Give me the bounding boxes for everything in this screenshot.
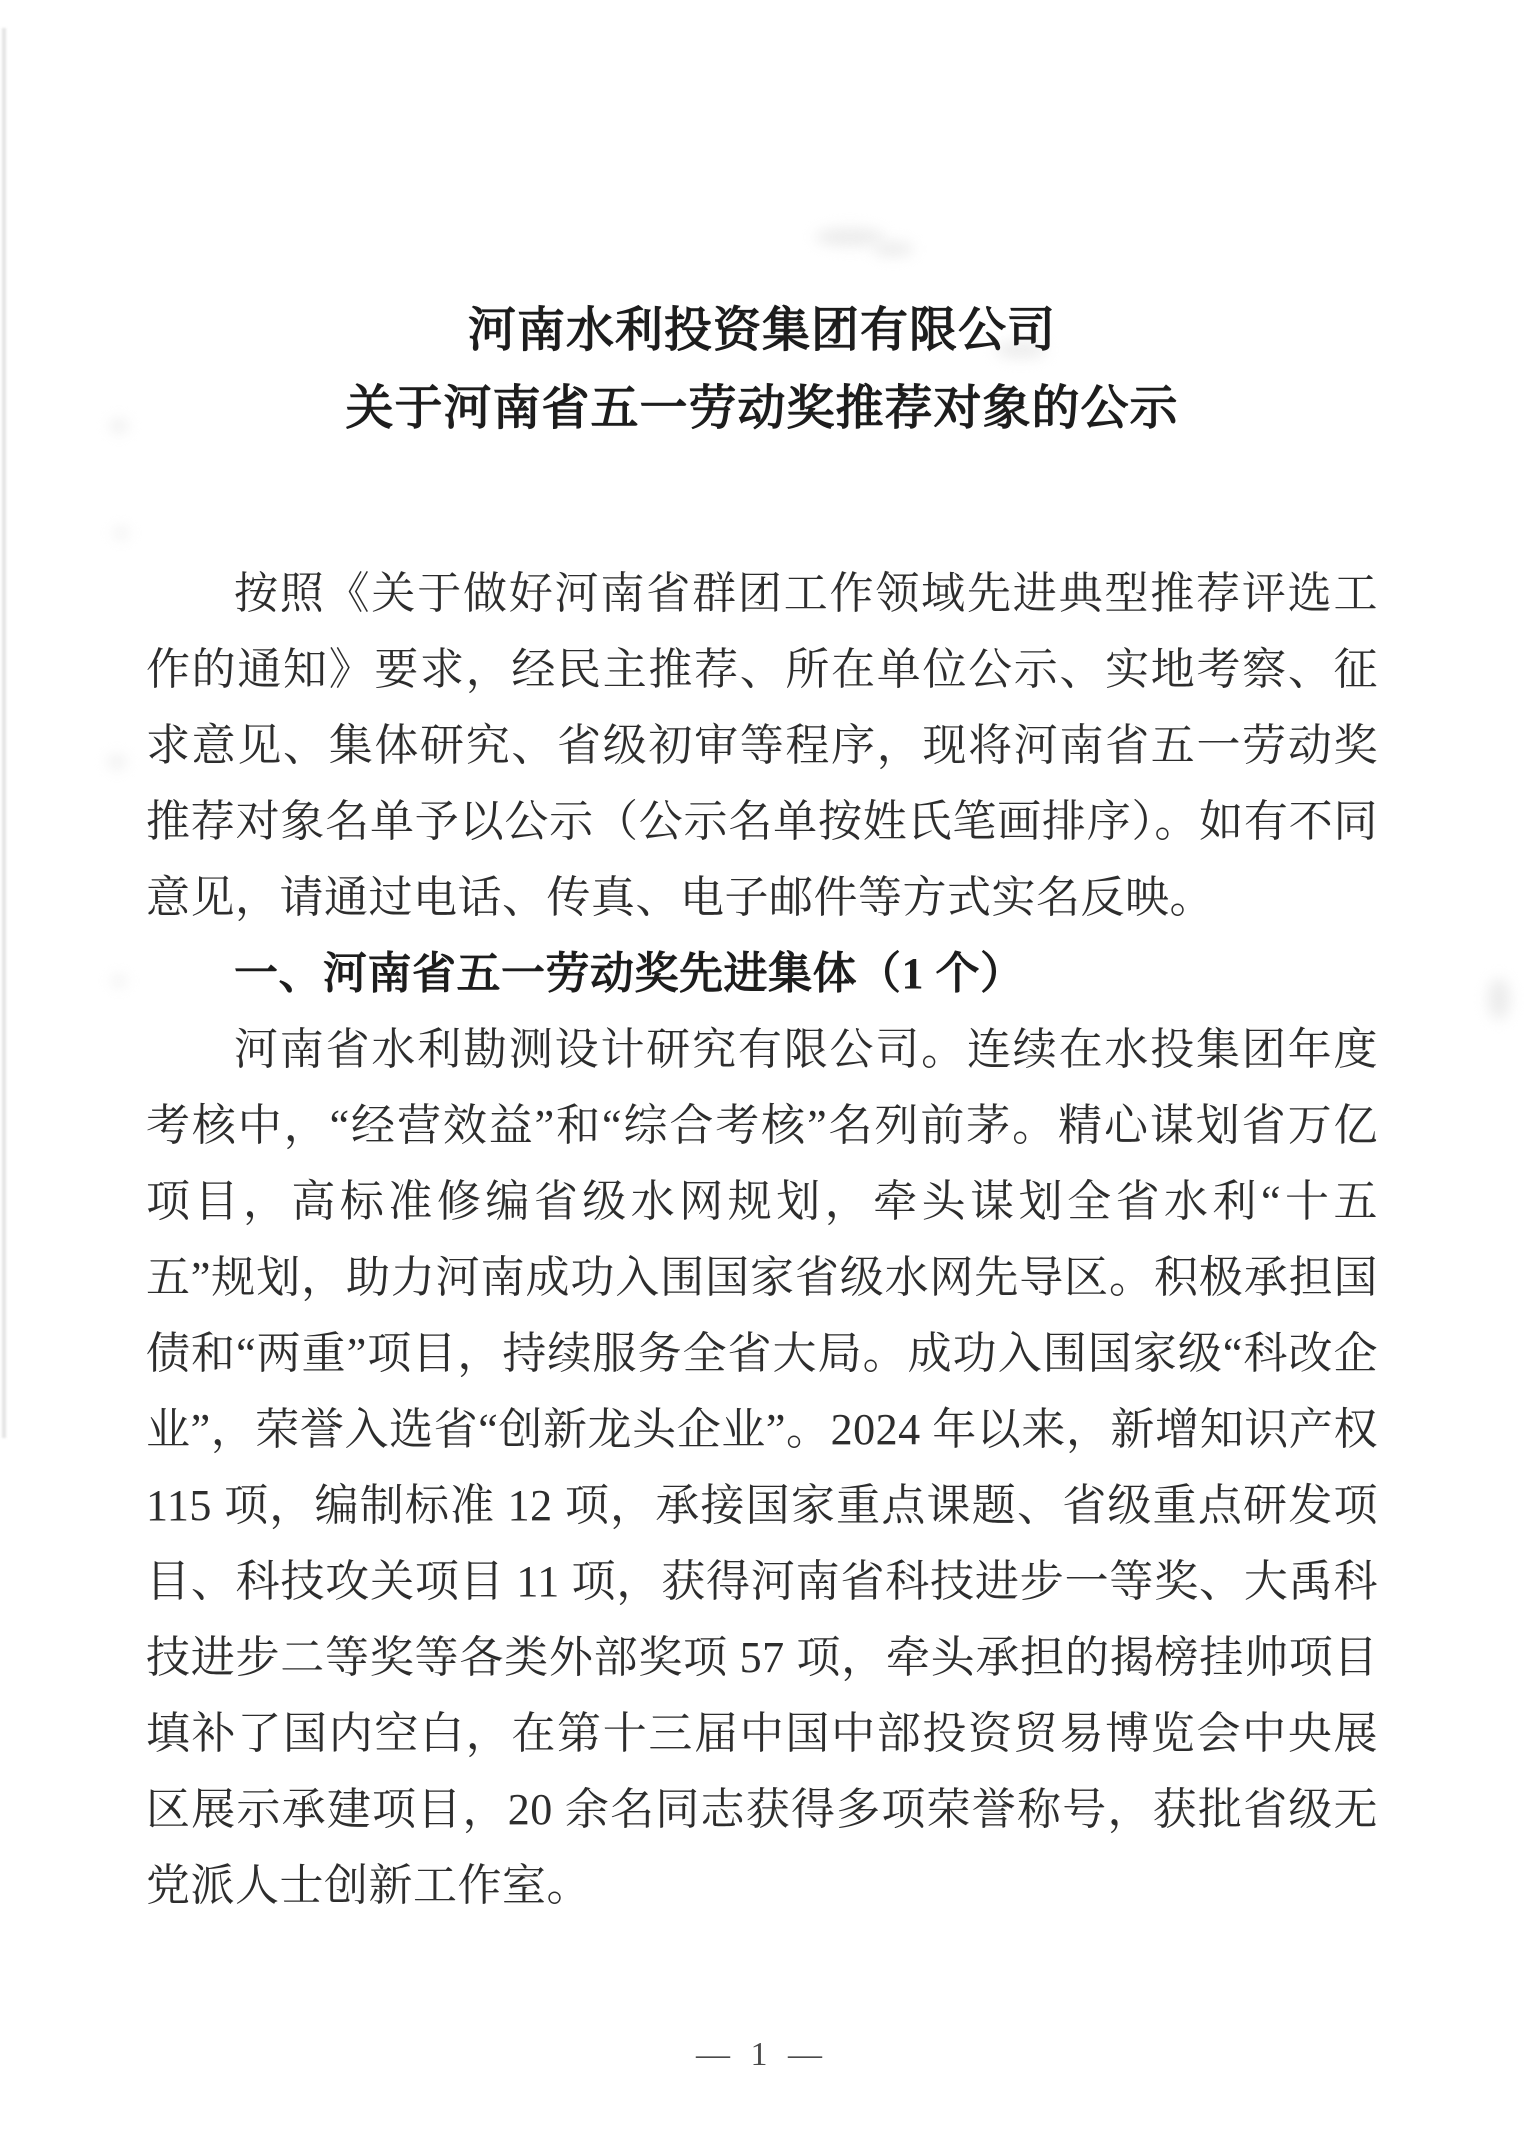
scan-smudge	[815, 228, 885, 246]
scan-smudge	[110, 420, 128, 432]
scan-smudge	[872, 242, 914, 256]
scan-smudge	[112, 976, 126, 986]
document-title	[146, 292, 1378, 448]
scan-smudge	[108, 756, 126, 768]
intro-paragraph: 按照《关于做好河南省群团工作领域先进典型推荐评选工作的通知》要求，经民主推荐、所在单位公示、实地考察、征求意见、集体研究、省级初审等程序，现将河南省五一劳动奖推荐对象名单予以公示（公示名单按姓氏笔画排序）。如有不同意见，请通过电话、传真、电子邮件等方式实名反映。	[146, 569, 1378, 922]
document-title-line1: 河南水利投资集团有限公司	[467, 304, 1056, 357]
document-content	[146, 292, 1378, 1924]
page-number: — 1 —	[696, 2036, 828, 2073]
body-paragraph: 河南省水利勘测设计研究有限公司。连续在水投集团年度考核中，“经营效益”和“综合考核”名列前茅。精心谋划省万亿项目，高标准修编省级水网规划，牵头谋划全省水利“十五五”规划，助力河南成功入围国家省级水网先导区。积极承担国债和“两重”项目，持续服务全省大局。成功入围国家级“科改企业”，荣誉入选省“创新龙头企业”。2024 年以来，新增知识产权 115 项，编制标准 12 项，承接国家重点课题、省级重点研发项目、科技攻关项目 11 项，获得河南省科技进步一等奖、大禹科技进步二等奖等各类外部奖项 57 项，牵头承担的揭榜挂帅项目填补了国内空白，在第十三届中国中部投资贸易博览会中央展区展示承建项目，20 余名同志获得多项荣誉称号，获批省级无党派人士创新工作室。	[146, 1025, 1378, 1910]
scan-smudge	[1488, 978, 1510, 1020]
section-heading: 一、河南省五一劳动奖先进集体（1 个）	[234, 949, 1025, 998]
document-title-line2: 关于河南省五一劳动奖推荐对象的公示	[345, 382, 1179, 435]
scan-edge-line	[2, 28, 6, 1438]
scan-smudge	[114, 528, 128, 538]
